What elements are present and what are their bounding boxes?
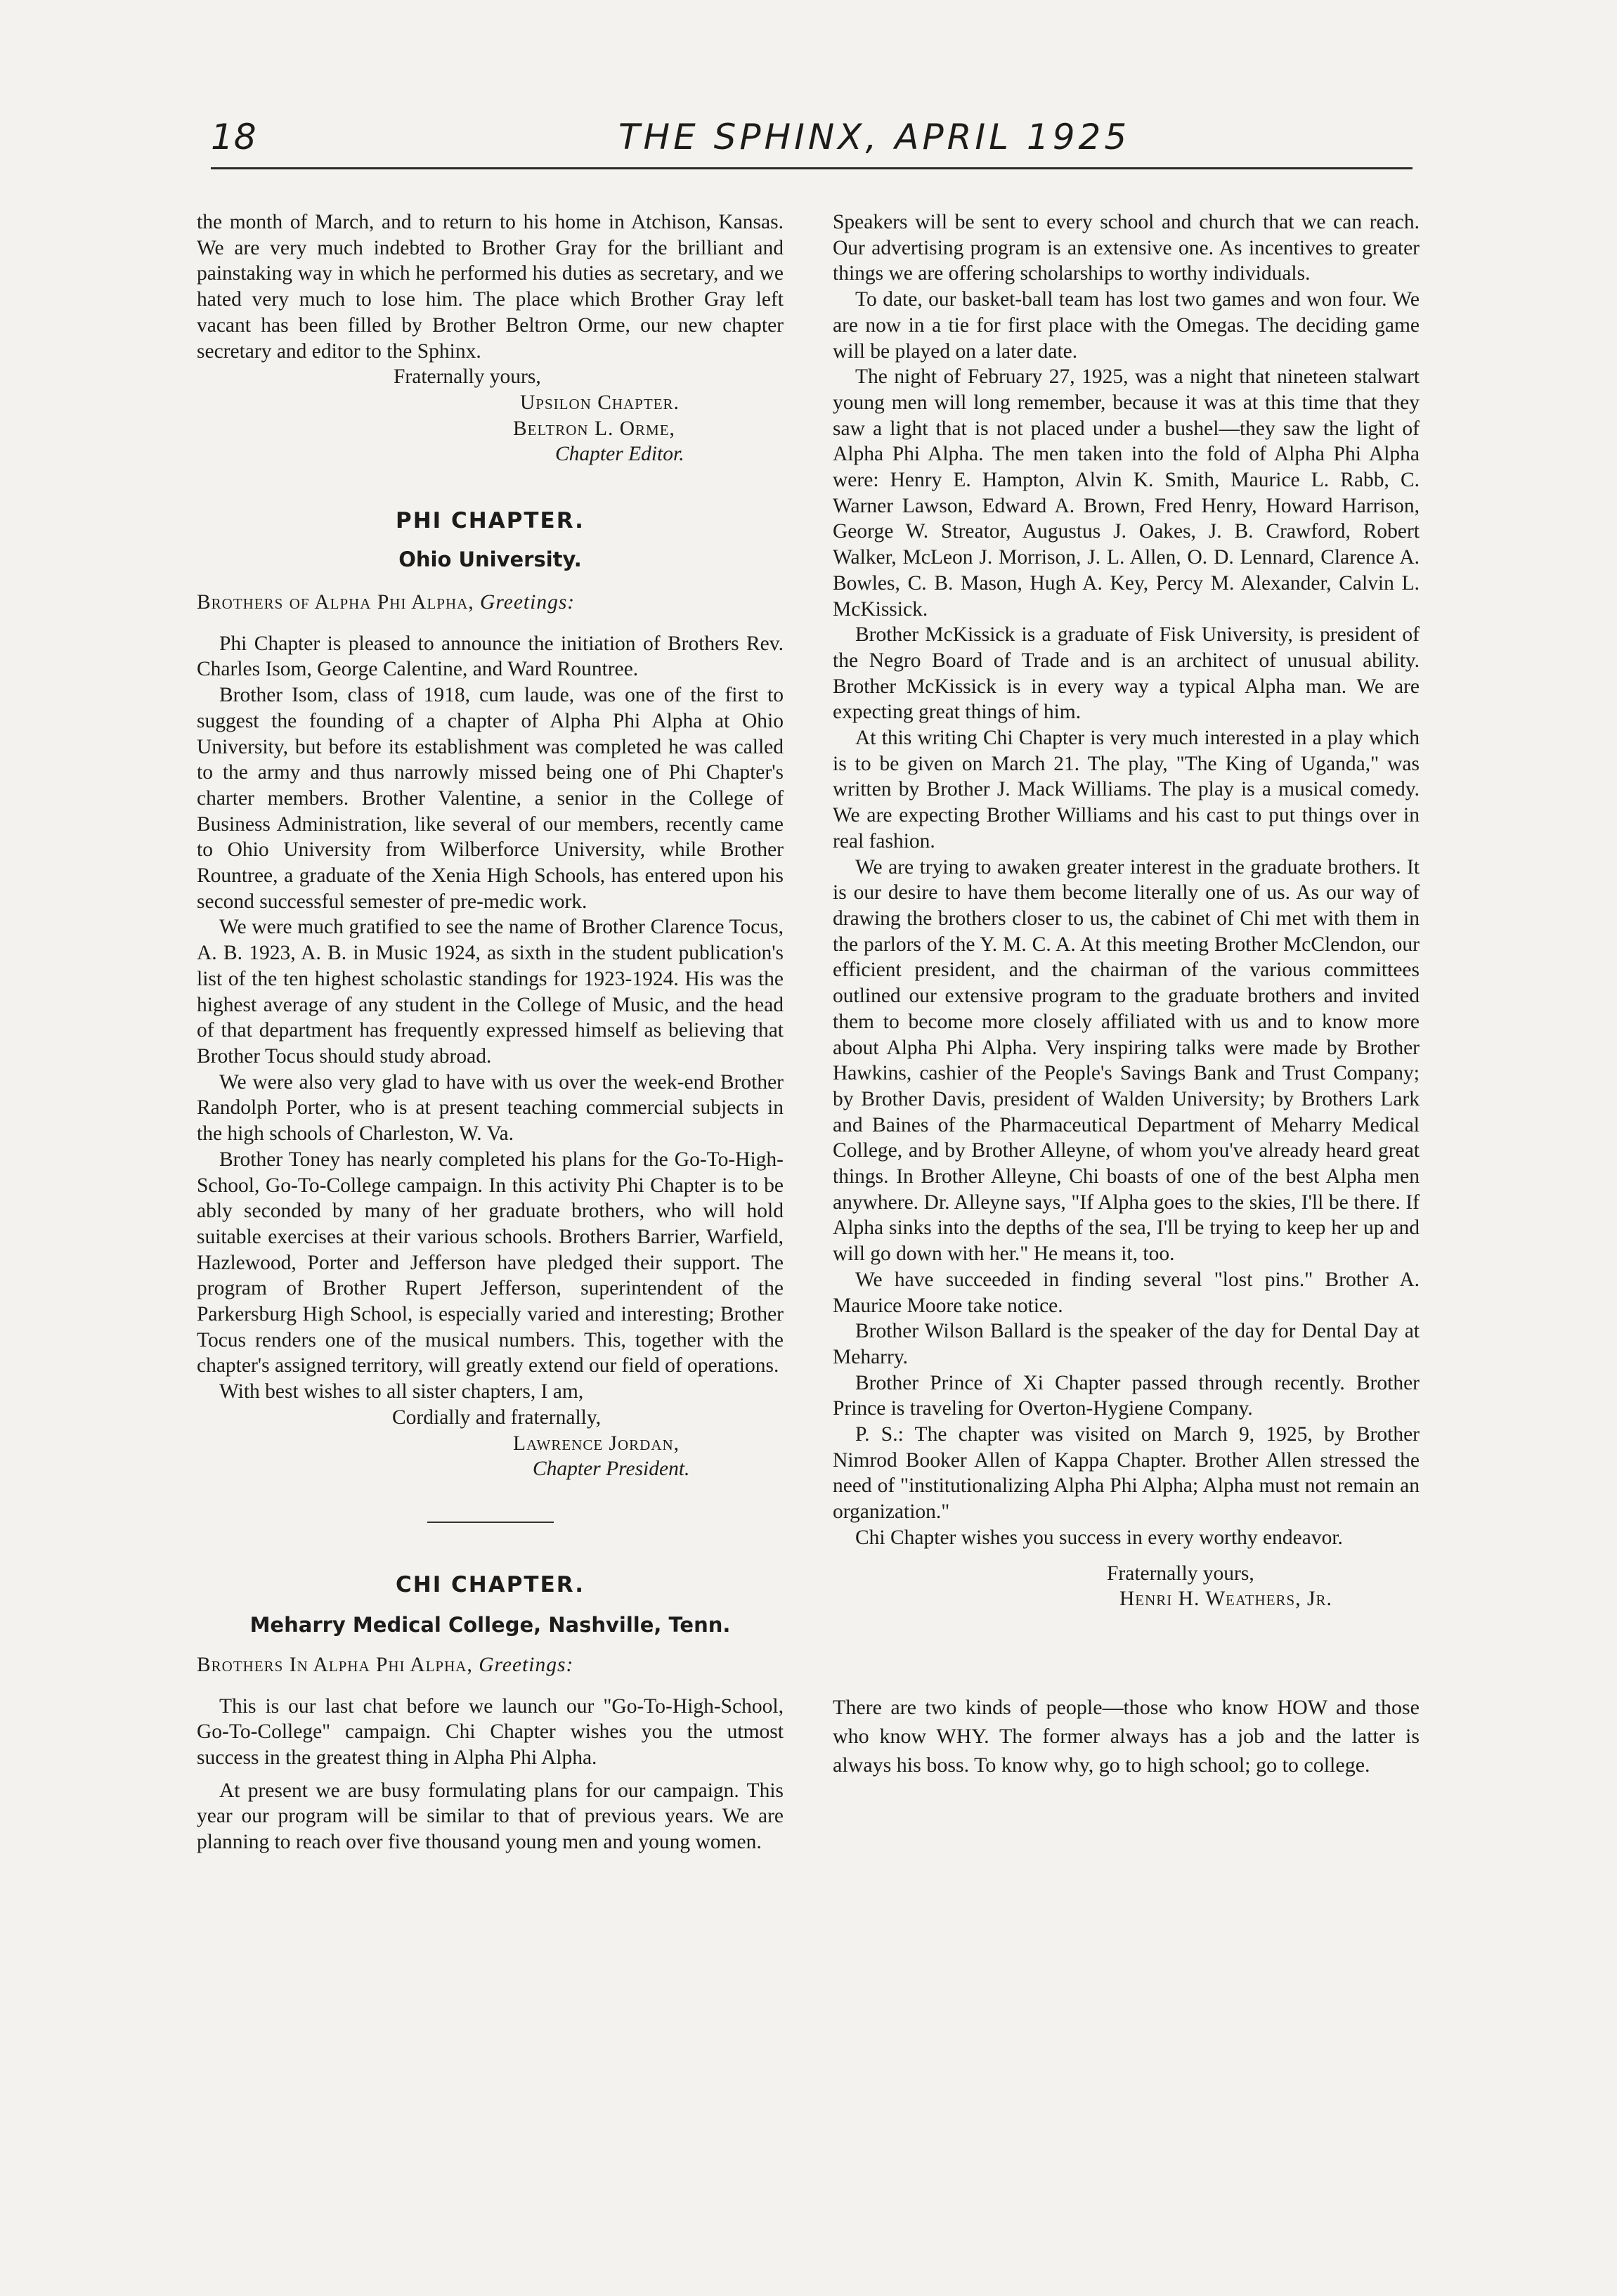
phi-paragraph-2: Brother Isom, class of 1918, cum laude, was one of the first to suggest the founding of a chapter of Alpha Phi Alpha at Ohio University, but before its establishment was completed he was called to the army and thus narrowly missed being one of Phi Chapter's charter members. Brother Valentine, a senior in the College of Business Administration, like several of our members, recently came to Ohio University from Wilberforce University, while Brother Rountree, a graduate of the Xenia High Schools, has entered upon his second successful semester of pre-medic work. bbox=[197, 684, 784, 913]
left-column bbox=[197, 209, 784, 1855]
chi-paragraph-6: Brother McKissick is a graduate of Fisk University, is president of the Negro Board of Trade and is an architect of unusual ability. Brother McKissick is in every way a typical Alpha man. We are expecting great things of him. bbox=[833, 623, 1420, 724]
phi-paragraph-1: Phi Chapter is pleased to announce the initiation of Brothers Rev. Charles Isom, George Calentine, and Ward Rountree. bbox=[197, 632, 784, 681]
closing-role: Chapter President. bbox=[533, 1458, 690, 1481]
chi-paragraph-13: Chi Chapter wishes you success in every worthy endeavor. bbox=[855, 1526, 1343, 1549]
chi-paragraph-9: We have succeeded in finding several "lost pins." Brother A. Maurice Moore take notice. bbox=[833, 1268, 1420, 1317]
salutation-lead: Brothers In Alpha Phi Alpha, bbox=[197, 1653, 473, 1676]
chi-paragraph-3: Speakers will be sent to every school and church that we can reach. Our advertising program is an extensive one. As incentives to greater things we are offering scholarships to worthy individuals. bbox=[833, 211, 1420, 285]
chi-paragraph-11: Brother Prince of Xi Chapter passed through recently. Brother Prince is traveling for Overton-Hygiene Company. bbox=[833, 1371, 1420, 1420]
closing-line: Cordially and fraternally, bbox=[392, 1406, 602, 1429]
chi-paragraph-2: At present we are busy formulating plans for our campaign. This year our program will be similar to that of previous years. We are planning to reach over five thousand young men and young women. bbox=[197, 1779, 784, 1854]
closing-signature: Beltron L. Orme, bbox=[513, 417, 675, 440]
closing-role: Chapter Editor. bbox=[555, 443, 684, 466]
upsilon-paragraph: the month of March, and to return to his home in Atchison, Kansas. We are very much indebted to Brother Gray for the brilliant and painstaking way in which he performed his duties as secretary, and we hated very much to lose him. The place which Brother Gray left vacant has been filled by Brother Beltron Orme, our new chapter secretary and editor to the Sphinx. bbox=[197, 211, 784, 363]
phi-salutation bbox=[197, 590, 784, 616]
upsilon-closing bbox=[197, 364, 784, 467]
phi-chapter-subtitle: Ohio University. bbox=[398, 547, 582, 572]
page-header bbox=[211, 112, 1413, 169]
phi-closing bbox=[197, 1405, 784, 1482]
chi-paragraph-5: The night of February 27, 1925, was a night that nineteen stalwart young men will long remember, because it was at this time that they saw a light that is not placed under a bushel—they saw the light of Alpha Phi Alpha. The men taken into the fold of Alpha Phi Alpha were: Henry E. Hampton, Alvin K. Smith, Maurice L. Rabb, C. Warner Lawson, Edward A. Brown, Fred Henry, Howard Harrison, George W. Streator, Augustus J. Oakes, J. B. Crawford, Robert Walker, McLeon J. Morrison, J. L. Allen, O. D. Lennard, Clarence A. Bowles, C. B. Mason, Hugh A. Key, Percy M. Alexander, Calvin L. McKissick. bbox=[833, 365, 1420, 621]
page-number: 18 bbox=[211, 117, 257, 157]
phi-chapter-title: PHI CHAPTER. bbox=[396, 508, 585, 534]
chi-paragraph-7: At this writing Chi Chapter is very much interested in a play which is to be given on March 21. The play, "The King of Uganda," was written by Brother J. Mack Williams. The play is a musical comedy. We are expecting Brother Williams and his cast to put things over in real fashion. bbox=[833, 727, 1420, 852]
closing-signature: Lawrence Jordan, bbox=[513, 1432, 680, 1455]
phi-paragraph-5: Brother Toney has nearly completed his plans for the Go-To-High-School, Go-To-College campaign. In this activity Phi Chapter is to be ably seconded by many of her graduate brothers, who will hold suitable exercises at their various schools. Brothers Barrier, Warfield, Hazlewood, Porter and Jefferson have pledged their support. The program of Brother Rupert Jefferson, superintendent of the Parkersburg High School, is especially varied and interesting; Brother Tocus renders one of the musical numbers. This, together with the chapter's assigned territory, will greatly extend our field of operations. bbox=[197, 1148, 784, 1377]
quote-text: There are two kinds of people—those who know HOW and those who know WHY. The former always has a job and the latter is always his boss. To know why, go to high school; go to college. bbox=[833, 1695, 1420, 1777]
phi-paragraph-4: We were also very glad to have with us over the week-end Brother Randolph Porter, who is at present teaching commercial subjects in the high schools of Charleston, W. Va. bbox=[197, 1070, 784, 1146]
closing-chapter: Upsilon Chapter. bbox=[520, 391, 680, 414]
phi-paragraph-6: With best wishes to all sister chapters, I am, bbox=[219, 1380, 584, 1403]
closing-line: Fraternally yours, bbox=[394, 365, 541, 389]
chi-closing bbox=[833, 1561, 1420, 1612]
chi-paragraph-4: To date, our basket-ball team has lost two games and won four. We are now in a tie for first place with the Omegas. The deciding game will be played on a later date. bbox=[833, 288, 1420, 363]
salutation-tail: Greetings: bbox=[479, 1653, 574, 1676]
chi-chapter-subtitle: Meharry Medical College, Nashville, Tenn. bbox=[249, 1612, 731, 1637]
right-column bbox=[833, 209, 1420, 1779]
closing-quote bbox=[833, 1693, 1420, 1779]
chi-paragraph-10: Brother Wilson Ballard is the speaker of the day for Dental Day at Meharry. bbox=[833, 1320, 1420, 1368]
chi-paragraph-12: P. S.: The chapter was visited on March 9, 1925, by Brother Nimrod Booker Allen of Kappa Chapter. Brother Allen stressed the need of "institutionalizing Alpha Phi Alpha; Alpha must not remain an organization." bbox=[833, 1423, 1420, 1524]
chi-chapter-title: CHI CHAPTER. bbox=[396, 1571, 585, 1597]
closing-signature: Henri H. Weathers, Jr. bbox=[1119, 1588, 1332, 1611]
chi-paragraph-8: We are trying to awaken greater interest in the graduate brothers. It is our desire to have them become literally one of us. As our way of drawing the brothers closer to us, the cabinet of Chi met with them in the parlors of the Y. M. C. A. At this meeting Brother McClendon, our efficient president, and the chairman of the various committees outlined our extensive program to the graduate brothers and invited them to become more closely affiliated with us and to know more about Alpha Phi Alpha. Very inspiring talks were made by Brother Hawkins, cashier of the People's Savings Bank and Trust Company; by Brother Davis, president of Walden University; by Brothers Lark and Baines of the Pharmaceutical Department of Meharry Medical College, and by Brother Alleyne, of whom you've already heard great things. In Brother Alleyne, Chi boasts of one of the best Alpha men anywhere. Dr. Alleyne says, "If Alpha goes to the skies, I'll be there. If Alpha sinks into the depths of the sea, I'll be trying to keep her up and will go down with her." He means it, too. bbox=[833, 855, 1420, 1266]
header-rule bbox=[211, 167, 1413, 169]
phi-paragraph-3: We were much gratified to see the name of Brother Clarence Tocus, A. B. 1923, A. B. in Music 1924, as sixth in the student publication's list of the ten highest scholastic standings for 1923-1924. His was the highest average of any student in the College of Music, and the head of that department has frequently expressed himself as believing that Brother Tocus should study abroad. bbox=[197, 916, 784, 1068]
salutation-lead: Brothers of Alpha Phi Alpha, bbox=[197, 591, 474, 614]
closing-line: Fraternally yours, bbox=[1107, 1562, 1254, 1585]
running-title: THE SPHINX, APRIL 1925 bbox=[618, 117, 1131, 157]
salutation-tail: Greetings: bbox=[480, 591, 576, 614]
chi-paragraph-1: This is our last chat before we launch our "Go-To-High-School, Go-To-College" campaign. Chi Chapter wishes you the utmost success in the greatest thing in Alpha Phi Alpha. bbox=[197, 1694, 784, 1770]
chi-salutation bbox=[197, 1652, 784, 1678]
